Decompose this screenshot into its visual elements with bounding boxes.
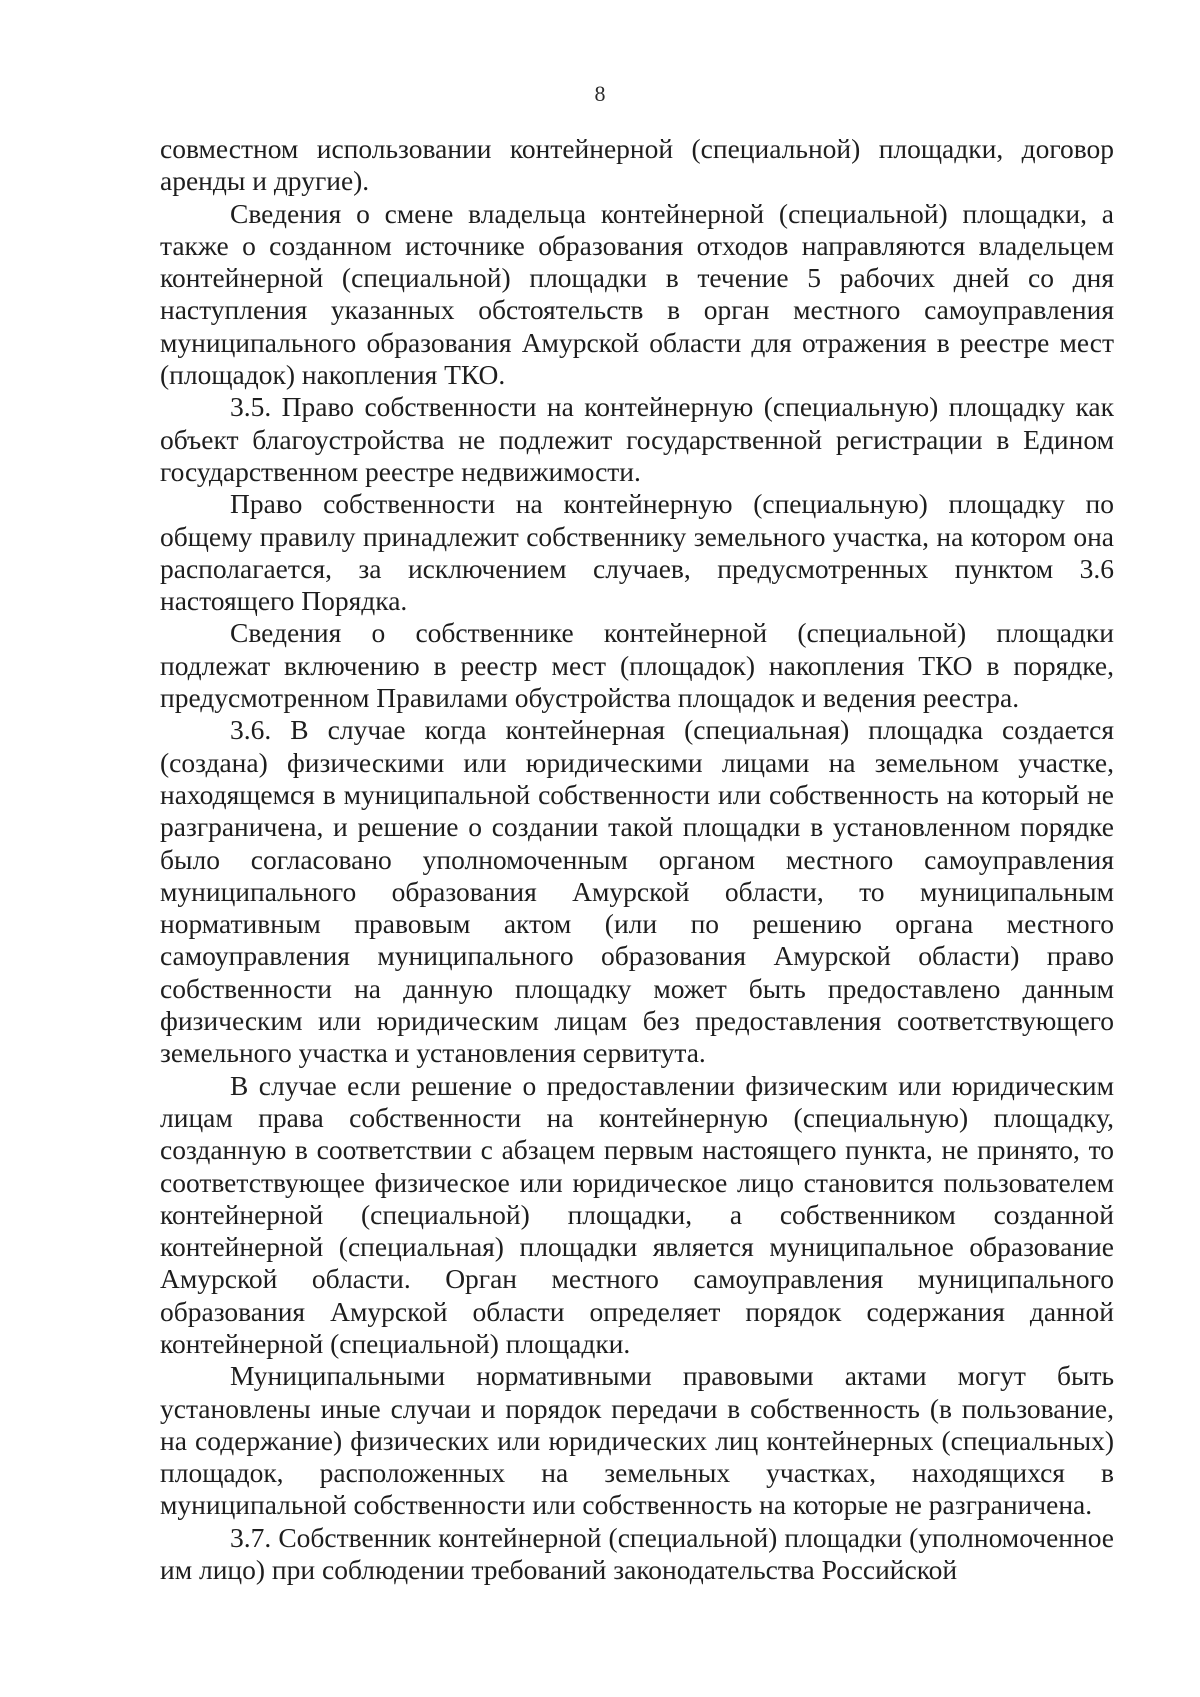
paragraph-3-5: 3.5. Право собственности на контейнерную (специальную) площадку как объект благоустройства не подлежит государственной регистрации в Едином государственном реестре недвижимости.	[160, 391, 1114, 487]
page-number: 8	[594, 81, 606, 106]
paragraph-owner-registry: Сведения о собственнике контейнерной (специальной) площадки подлежат включению в реестр мест (площадок) накопления ТКО в порядке, предусмотренном Правилами обустройства площадок и ведения реестра.	[160, 617, 1114, 714]
paragraph-3-6: 3.6. В случае когда контейнерная (специальная) площадка создается (создана) физическими или юридическими лицами на земельном участке, находящемся в муниципальной собственности или собственность на который не разграничена, и решение о создании такой площадки в установленном порядке было согласовано уполномоченным органом местного самоуправления муниципального образования Амурской области, то муниципальным нормативным правовым актом (или по решению органа местного самоуправления муниципального образования Амурской области) право собственности на данную площадку может быть предоставлено данным физическим или юридическим лицам без предоставления соответствующего земельного участка и установления сервитута.	[160, 714, 1114, 1069]
paragraph-continuation: совместном использовании контейнерной (специальной) площадки, договор аренды и другие).	[160, 133, 1114, 197]
paragraph-owner-change-notice: Сведения о смене владельца контейнерной (специальной) площадки, а также о созданном источнике образования отходов направляются владельцем контейнерной (специальной) площадки в течение 5 рабочих дней со дня наступления указанных обстоятельств в орган местного самоуправления муниципального образования Амурской области для отражения в реестре мест (площадок) накопления ТКО.	[160, 197, 1114, 391]
paragraph-3-7: 3.7. Собственник контейнерной (специальной) площадки (уполномоченное им лицо) при соблюдении требований законодательства Российской	[160, 1521, 1114, 1586]
paragraph-municipal-acts: Муниципальными нормативными правовыми актами могут быть установлены иные случаи и порядок передачи в собственность (в пользование, на содержание) физических или юридических лиц контейнерных (специальных) площадок, расположенных на земельных участках, находящихся в муниципальной собственности или собственность на которые не разграничена.	[160, 1360, 1114, 1521]
document-body	[160, 133, 1114, 1586]
paragraph-ownership-rule: Право собственности на контейнерную (специальную) площадку по общему правилу принадлежит собственнику земельного участка, на котором она располагается, за исключением случаев, предусмотренных пунктом 3.6 настоящего Порядка.	[160, 488, 1114, 617]
paragraph-ownership-not-granted: В случае если решение о предоставлении физическим или юридическим лицам права собственности на контейнерную (специальную) площадку, созданную в соответствии с абзацем первым настоящего пункта, не принято, то соответствующее физическое или юридическое лицо становится пользователем контейнерной (специальной) площадки, а собственником созданной контейнерной (специальная) площадки является муниципальное образование Амурской области. Орган местного самоуправления муниципального образования Амурской области определяет порядок содержания данной контейнерной (специальной) площадки.	[160, 1069, 1114, 1359]
